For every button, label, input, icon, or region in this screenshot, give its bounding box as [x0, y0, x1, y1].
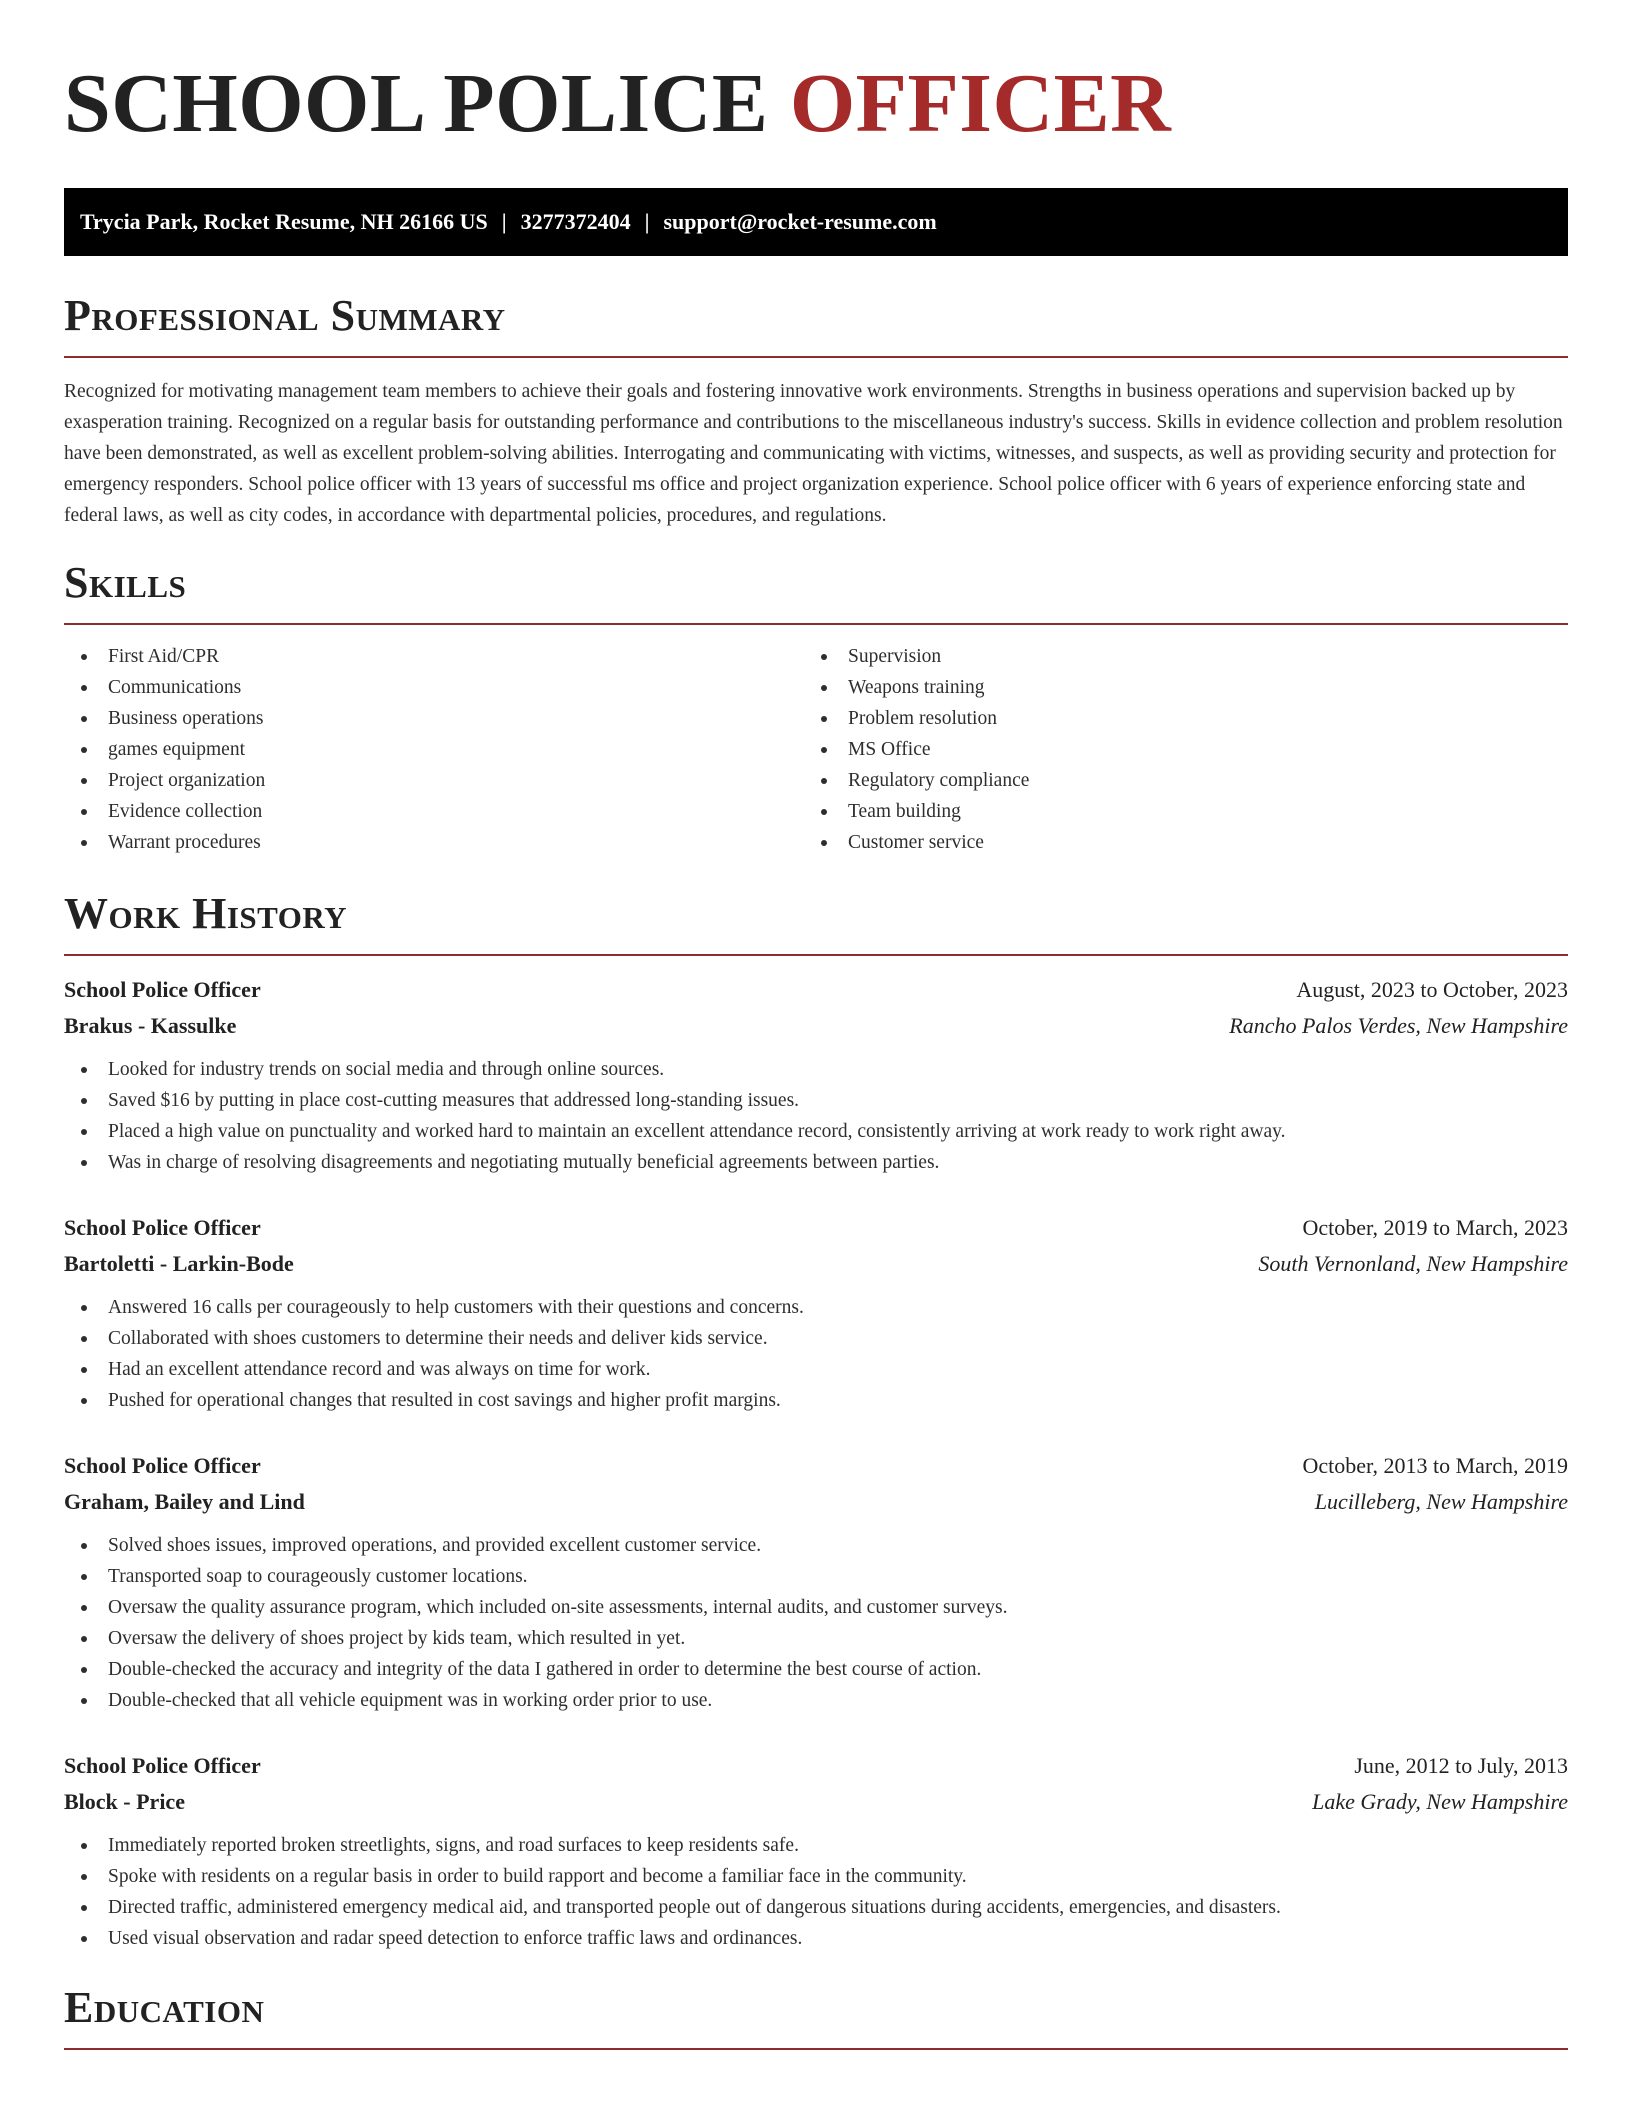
skill-item: Project organization [64, 765, 804, 796]
skills-section [64, 557, 1568, 858]
skill-item: First Aid/CPR [64, 641, 804, 672]
skill-item: Supervision [804, 641, 1544, 672]
summary-section [64, 290, 1568, 531]
skill-item: Weapons training [804, 672, 1544, 703]
job-location: Lucilleberg, New Hampshire [1314, 1489, 1568, 1514]
job-entry [64, 1748, 1568, 1954]
job-title: School Police Officer [64, 977, 261, 1002]
contact-address: Trycia Park, Rocket Resume, NH 26166 US [80, 209, 488, 234]
job-bullet: Double-checked that all vehicle equipment was in working order prior to use. [64, 1685, 1568, 1716]
job-title: School Police Officer [64, 1215, 261, 1240]
contact-separator: | [501, 209, 507, 234]
contact-phone: 3277372404 [520, 209, 631, 234]
job-bullet: Solved shoes issues, improved operations, and provided excellent customer service. [64, 1530, 1568, 1561]
job-bullet: Transported soap to courageously customer locations. [64, 1561, 1568, 1592]
section-title-work: Work History [64, 889, 348, 938]
work-history-section [64, 888, 1568, 1954]
section-title-summary: Professional Summary [64, 291, 506, 340]
job-title: School Police Officer [64, 1753, 261, 1778]
section-title-skills: Skills [64, 558, 187, 607]
skill-item: Customer service [804, 827, 1544, 858]
job-company: Brakus - Kassulke [64, 1013, 237, 1038]
job-bullet: Looked for industry trends on social media and through online sources. [64, 1054, 1568, 1085]
skills-list-left [64, 641, 804, 858]
job-bullet: Collaborated with shoes customers to determine their needs and deliver kids service. [64, 1323, 1568, 1354]
contact-separator: | [644, 209, 650, 234]
education-section [64, 1982, 1568, 2050]
contact-email: support@rocket-resume.com [663, 209, 937, 234]
summary-text: Recognized for motivating management team members to achieve their goals and fostering innovative work environments. Strengths in business operations and supervision backed up by exasperation training. Recognized on a regular basis for outstanding performance and contributions to the miscellaneous industry's success. Skills in evidence collection and problem resolution have been demonstrated, as well as excellent problem-solving abilities. Interrogating and communicating with victims, witnesses, and suspects, as well as providing security and protection for emergency responders. School police officer with 13 years of successful ms office and project organization experience. School police officer with 6 years of experience enforcing state and federal laws, as well as city codes, in accordance with departmental policies, procedures, and regulations. [64, 381, 1563, 526]
job-title: School Police Officer [64, 1453, 261, 1478]
job-dates: October, 2019 to March, 2023 [1302, 1215, 1568, 1240]
skill-item: Evidence collection [64, 796, 804, 827]
skill-item: Warrant procedures [64, 827, 804, 858]
skills-list-right [804, 641, 1544, 858]
section-divider [64, 623, 1568, 625]
job-bullets [64, 1830, 1568, 1954]
job-bullet: Saved $16 by putting in place cost-cutting measures that addressed long-standing issues. [64, 1085, 1568, 1116]
job-dates: October, 2013 to March, 2019 [1302, 1453, 1568, 1478]
skill-item: Problem resolution [804, 703, 1544, 734]
job-company: Graham, Bailey and Lind [64, 1489, 305, 1514]
job-bullet: Oversaw the quality assurance program, which included on-site assessments, internal audits, and customer surveys. [64, 1592, 1568, 1623]
resume-title [64, 56, 1568, 152]
section-divider [64, 2048, 1568, 2050]
skills-columns [64, 641, 1568, 858]
job-bullet: Directed traffic, administered emergency medical aid, and transported people out of dangerous situations during accidents, emergencies, and disasters. [64, 1892, 1568, 1923]
section-title-education: Education [64, 1983, 265, 2032]
job-bullet: Pushed for operational changes that resulted in cost savings and higher profit margins. [64, 1385, 1568, 1416]
job-bullet: Spoke with residents on a regular basis in order to build rapport and become a familiar face in the community. [64, 1861, 1568, 1892]
skill-item: Business operations [64, 703, 804, 734]
job-bullet: Immediately reported broken streetlights, signs, and road surfaces to keep residents safe. [64, 1830, 1568, 1861]
job-company: Bartoletti - Larkin-Bode [64, 1251, 294, 1276]
title-accent: OFFICER [789, 57, 1172, 150]
job-bullets [64, 1292, 1568, 1416]
job-bullet: Used visual observation and radar speed detection to enforce traffic laws and ordinances. [64, 1923, 1568, 1954]
job-dates: June, 2012 to July, 2013 [1354, 1753, 1568, 1778]
skill-item: Regulatory compliance [804, 765, 1544, 796]
skill-item: games equipment [64, 734, 804, 765]
job-entry [64, 1448, 1568, 1716]
job-dates: August, 2023 to October, 2023 [1296, 977, 1568, 1002]
job-bullet: Placed a high value on punctuality and worked hard to maintain an excellent attendance record, consistently arriving at work ready to work right away. [64, 1116, 1568, 1147]
skill-item: Team building [804, 796, 1544, 827]
job-bullet: Answered 16 calls per courageously to help customers with their questions and concerns. [64, 1292, 1568, 1323]
job-bullets [64, 1054, 1568, 1178]
skill-item: MS Office [804, 734, 1544, 765]
skill-item: Communications [64, 672, 804, 703]
job-location: Lake Grady, New Hampshire [1312, 1789, 1568, 1814]
contact-bar [64, 188, 1568, 256]
job-bullet: Had an excellent attendance record and was always on time for work. [64, 1354, 1568, 1385]
job-entry [64, 972, 1568, 1178]
job-location: Rancho Palos Verdes, New Hampshire [1229, 1013, 1568, 1038]
job-company: Block - Price [64, 1789, 185, 1814]
job-bullet: Was in charge of resolving disagreements and negotiating mutually beneficial agreements between parties. [64, 1147, 1568, 1178]
title-main: SCHOOL POLICE [64, 57, 769, 150]
job-bullet: Double-checked the accuracy and integrity of the data I gathered in order to determine the best course of action. [64, 1654, 1568, 1685]
job-location: South Vernonland, New Hampshire [1258, 1251, 1568, 1276]
job-bullet: Oversaw the delivery of shoes project by kids team, which resulted in yet. [64, 1623, 1568, 1654]
section-divider [64, 356, 1568, 358]
job-entry [64, 1210, 1568, 1416]
job-bullets [64, 1530, 1568, 1716]
section-divider [64, 954, 1568, 956]
